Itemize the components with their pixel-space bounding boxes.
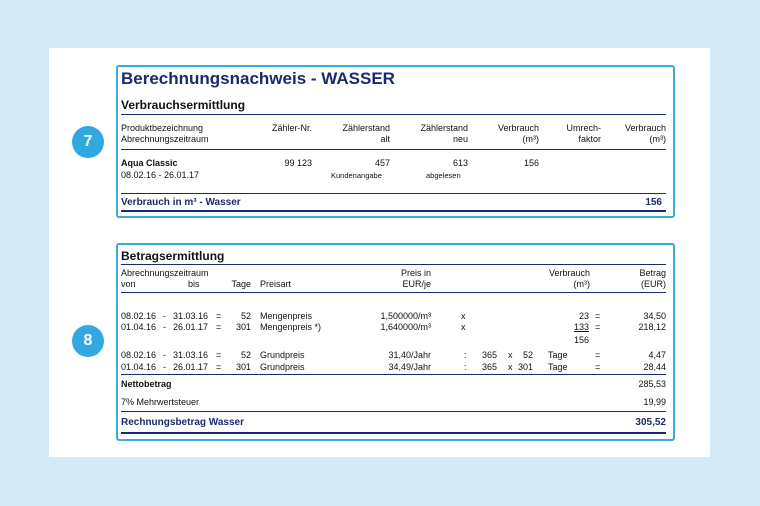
reading-old-note: Kundenangabe xyxy=(331,171,382,180)
consumption-total-value: 156 xyxy=(645,197,662,208)
header-preis-2: EUR/je xyxy=(402,279,431,289)
divider xyxy=(121,114,666,115)
row-dash: - xyxy=(163,362,166,372)
consumption-value: 156 xyxy=(523,158,539,168)
row-eq: = xyxy=(216,362,222,372)
row-op: x xyxy=(461,311,466,321)
step-7-badge: 7 xyxy=(72,126,104,158)
row-days-year: 365 xyxy=(482,350,498,360)
product-period: 08.02.16 - 26.01.17 xyxy=(121,170,200,180)
netto-label: Nettobetrag xyxy=(121,379,172,389)
row-dash: - xyxy=(163,322,166,332)
invoice-total-label: Rechnungsbetrag Wasser xyxy=(121,417,244,428)
header-preis-1: Preis in xyxy=(400,268,431,278)
row-bis: 26.01.17 xyxy=(173,362,209,372)
divider xyxy=(121,411,666,412)
consumption-total-label: Verbrauch in m³ - Wasser xyxy=(121,197,241,208)
header-verbrauch-2: (m³) xyxy=(573,279,590,289)
row-eq2: = xyxy=(595,311,601,321)
header-umrech-1: Umrech- xyxy=(566,123,601,133)
divider xyxy=(121,264,666,265)
header-verbrauch-2: (m³) xyxy=(522,134,539,144)
row-preis: 34,49/Jahr xyxy=(388,362,431,372)
row-von: 01.04.16 xyxy=(121,322,157,332)
row-days: 52 xyxy=(522,350,533,360)
divider xyxy=(121,149,666,150)
row-colon: : xyxy=(464,362,467,372)
netto-value: 285,53 xyxy=(638,379,666,389)
header-alt-1: Zählerstand xyxy=(342,123,390,133)
header-verbrauch2-1: Verbrauch xyxy=(624,123,666,133)
header-von: von xyxy=(121,279,136,289)
row-op: x xyxy=(461,322,466,332)
main-title: Berechnungsnachweis - WASSER xyxy=(121,69,395,88)
row-betrag: 4,47 xyxy=(648,350,666,360)
amount-title: Betragsermittlung xyxy=(121,249,225,263)
row-bis: 31.03.16 xyxy=(173,350,209,360)
row-tage-label: Tage xyxy=(548,350,568,360)
header-zeitraum: Abrechnungszeitraum xyxy=(121,268,209,278)
divider xyxy=(121,210,666,212)
row-bis: 26.01.17 xyxy=(173,322,209,332)
row-von: 08.02.16 xyxy=(121,311,157,321)
header-zeitraum: Abrechnungszeitraum xyxy=(121,134,209,144)
row-preisart: Grundpreis xyxy=(260,350,305,360)
row-preisart: Mengenpreis xyxy=(260,311,313,321)
row-x: x xyxy=(508,362,513,372)
reading-new: 613 xyxy=(452,158,468,168)
header-neu-2: neu xyxy=(452,134,468,144)
row-eq2: = xyxy=(595,350,601,360)
row-menge: 133 xyxy=(573,322,589,332)
header-zaehlernr: Zähler-Nr. xyxy=(271,123,312,133)
row-tage: 301 xyxy=(235,322,251,332)
row-days: 301 xyxy=(517,362,533,372)
header-preisart: Preisart xyxy=(260,279,292,289)
step-8-badge: 8 xyxy=(72,325,104,357)
header-umrech-2: faktor xyxy=(578,134,601,144)
header-verbrauch-1: Verbrauch xyxy=(497,123,539,133)
header-alt-2: alt xyxy=(380,134,390,144)
row-tage: 52 xyxy=(240,311,251,321)
consumption-subtitle: Verbrauchsermittlung xyxy=(121,98,246,112)
reading-old: 457 xyxy=(374,158,390,168)
row-tage-label: Tage xyxy=(548,362,568,372)
divider xyxy=(121,374,666,375)
meter-number: 99 123 xyxy=(284,158,312,168)
header-neu-1: Zählerstand xyxy=(420,123,468,133)
header-betrag-2: (EUR) xyxy=(641,279,666,289)
row-eq: = xyxy=(216,322,222,332)
header-bis: bis xyxy=(188,279,200,289)
row-bis: 31.03.16 xyxy=(173,311,209,321)
row-von: 08.02.16 xyxy=(121,350,157,360)
row-preis: 31,40/Jahr xyxy=(388,350,431,360)
row-tage: 301 xyxy=(235,362,251,372)
row-preis: 1,640000/m³ xyxy=(380,322,431,332)
header-verbrauch-1: Verbrauch xyxy=(548,268,590,278)
row-eq2: = xyxy=(595,322,601,332)
header-produkt: Produktbezeichnung xyxy=(121,123,204,133)
row-eq2: = xyxy=(595,362,601,372)
row-preis: 1,500000/m³ xyxy=(380,311,431,321)
divider xyxy=(121,292,666,293)
header-betrag-1: Betrag xyxy=(639,268,666,278)
row-betrag: 34,50 xyxy=(643,311,666,321)
row-betrag: 218,12 xyxy=(638,322,666,332)
divider xyxy=(121,432,666,434)
mwst-label: 7% Mehrwertsteuer xyxy=(121,397,200,407)
mwst-value: 19,99 xyxy=(643,397,666,407)
row-eq: = xyxy=(216,350,222,360)
row-preisart: Mengenpreis *) xyxy=(260,322,322,332)
row-colon: : xyxy=(464,350,467,360)
row-betrag: 28,44 xyxy=(643,362,666,372)
row-von: 01.04.16 xyxy=(121,362,157,372)
invoice-total-value: 305,52 xyxy=(635,417,666,428)
row-preisart: Grundpreis xyxy=(260,362,305,372)
row-menge: 23 xyxy=(578,311,589,321)
header-verbrauch2-2: (m³) xyxy=(649,134,666,144)
header-tage: Tage xyxy=(231,279,251,289)
reading-new-note: abgelesen xyxy=(426,171,461,180)
row-dash: - xyxy=(163,350,166,360)
row-x: x xyxy=(508,350,513,360)
row-days-year: 365 xyxy=(482,362,498,372)
row-tage: 52 xyxy=(240,350,251,360)
row-eq: = xyxy=(216,311,222,321)
row-dash: - xyxy=(163,311,166,321)
divider xyxy=(121,193,666,194)
menge-sum: 156 xyxy=(573,335,589,345)
product-name: Aqua Classic xyxy=(121,158,178,168)
